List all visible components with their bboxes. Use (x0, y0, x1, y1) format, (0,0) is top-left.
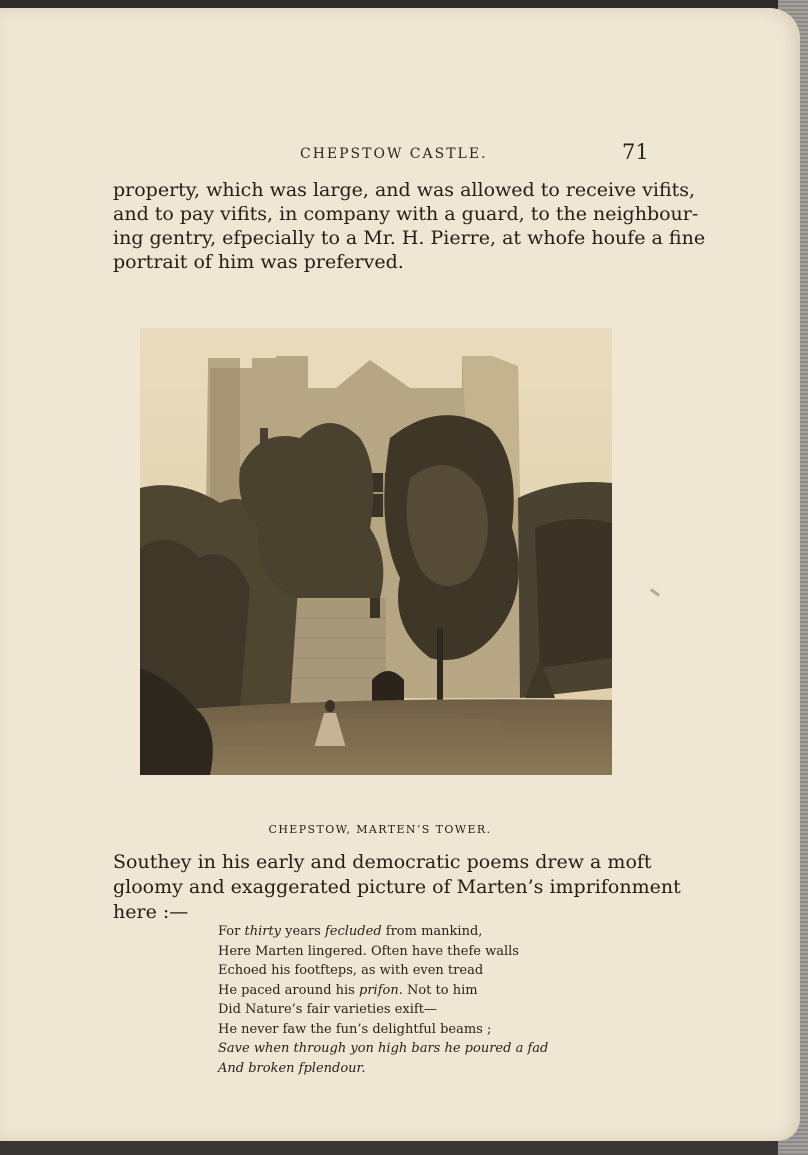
poem-text: For (218, 924, 245, 939)
paragraph-1 (113, 178, 706, 274)
text-line: property, which was large, and was allowed to receive vifits, (113, 179, 696, 201)
poem-italic-text: fecluded (324, 924, 382, 939)
poem-line (218, 981, 578, 1001)
running-head-title: CHEPSTOW CASTLE. (300, 146, 488, 162)
poem-line: Echoed his footfteps, as with even tread (218, 963, 484, 978)
paragraph-2 (113, 850, 681, 925)
text-line: portrait of him was preferved. (113, 251, 404, 273)
text-line: and to pay vifits, in company with a guard, to the neighbour- (113, 203, 699, 225)
tower-photo-illustration (140, 328, 612, 775)
poem-line: Did Nature’s fair varieties exift— (218, 1002, 437, 1017)
text-line: Southey in his early and democratic poems drew a moft (113, 851, 652, 873)
poem-text: years (281, 924, 325, 939)
running-head (0, 138, 800, 168)
poem-line: Save when through yon high bars he poured a fad (218, 1041, 549, 1056)
poem-line: He never faw the fun’s delightful beams ; (218, 1021, 492, 1037)
text-line: gloomy and exaggerated picture of Marten’s imprifonment (113, 876, 681, 898)
poem-line: And broken fplendour. (218, 1060, 366, 1076)
poem-text: from mankind, (381, 924, 483, 939)
poem-line (218, 922, 578, 942)
poem-italic-text: thirty (244, 924, 282, 939)
poem-text: . Not to him (398, 982, 478, 998)
poem-italic-text: prifon (359, 982, 399, 998)
page-number: 71 (622, 140, 649, 164)
photo-caption: CHEPSTOW, MARTEN’S TOWER. (268, 823, 492, 836)
book-page (0, 8, 800, 1141)
poem-quotation (218, 922, 578, 1078)
text-line: ing gentry, efpecially to a Mr. H. Pierre, at whofe houfe a fine (113, 227, 706, 249)
page-blemish (650, 588, 660, 596)
poem-text: He paced around his (218, 982, 359, 998)
poem-line: Here Marten lingered. Often have thefe walls (218, 943, 519, 959)
photograph-martens-tower (140, 328, 612, 775)
text-line: here :— (113, 901, 189, 923)
